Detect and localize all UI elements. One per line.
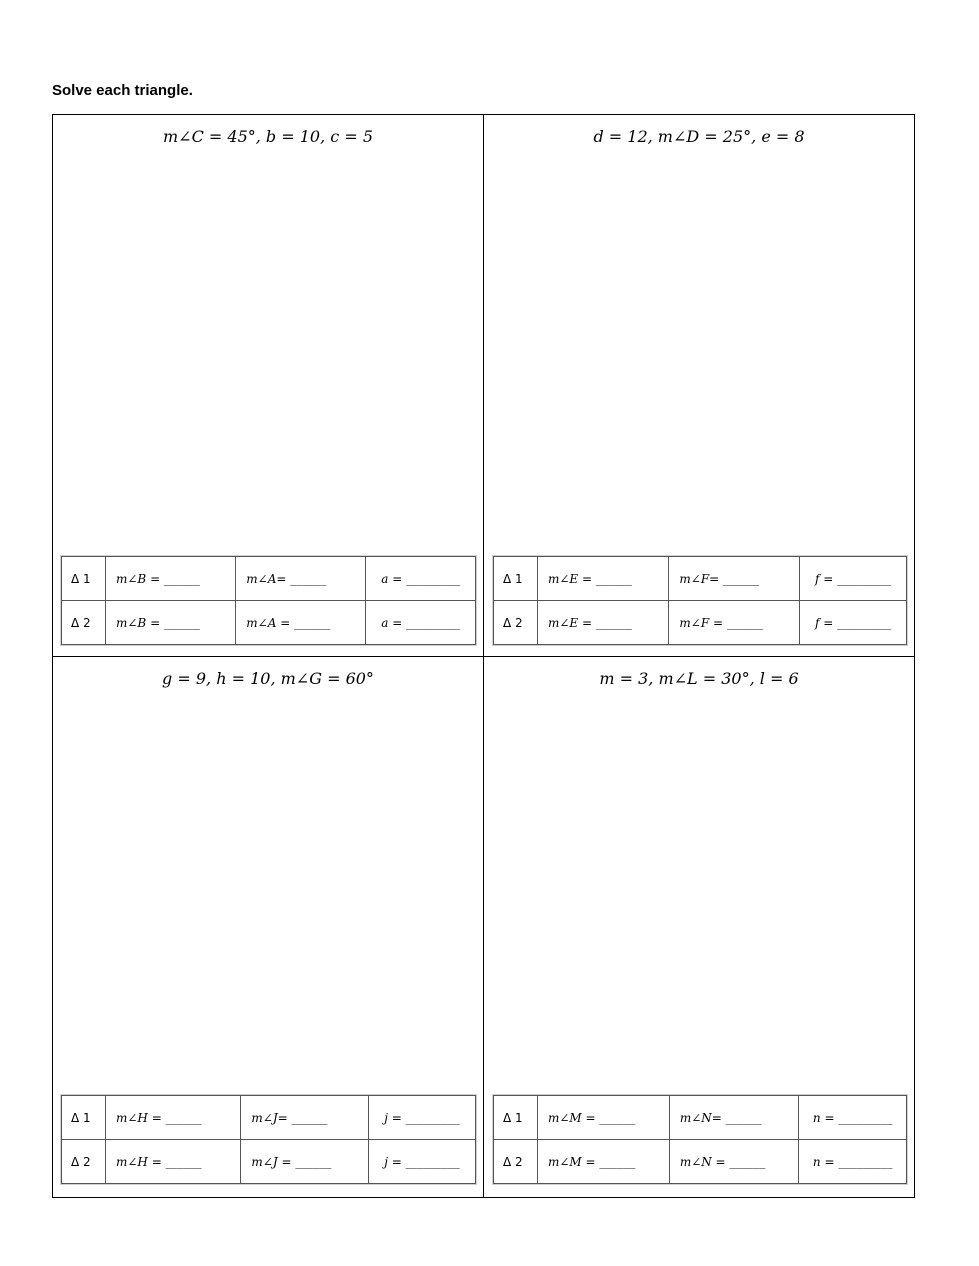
answer-blank-angle-1[interactable]: m∠M = ______ [538, 1140, 670, 1184]
answer-blank-angle-1[interactable]: m∠H = ______ [106, 1096, 241, 1140]
answer-blank-side[interactable]: f = _________ [800, 557, 907, 601]
answer-table [493, 1095, 907, 1184]
answer-blank-angle-2[interactable]: m∠J= ______ [241, 1096, 368, 1140]
problem-given: d = 12, m∠D = 25°, e = 8 [593, 127, 805, 146]
problem-cell-3 [53, 657, 484, 1197]
triangle-label: Δ 1 [62, 1096, 106, 1140]
answer-blank-angle-1[interactable]: m∠M = ______ [538, 1096, 670, 1140]
problem-cell-2 [484, 115, 914, 657]
triangle-label: Δ 1 [494, 1096, 538, 1140]
instructions-heading: Solve each triangle. [52, 82, 193, 99]
answer-blank-side[interactable]: n = _________ [799, 1140, 907, 1184]
problem-cell-4 [484, 657, 914, 1197]
answer-blank-angle-2[interactable]: m∠N = ______ [669, 1140, 798, 1184]
answer-row-triangle-2 [494, 601, 907, 645]
answer-blank-angle-1[interactable]: m∠B = ______ [106, 557, 236, 601]
triangle-label: Δ 1 [494, 557, 538, 601]
answer-table [61, 1095, 476, 1184]
answer-blank-side[interactable]: a = _________ [366, 601, 476, 645]
problem-given: m∠C = 45°, b = 10, c = 5 [163, 127, 373, 146]
answer-row-triangle-1 [62, 557, 476, 601]
answer-blank-side[interactable]: a = _________ [366, 557, 476, 601]
answer-blank-angle-2[interactable]: m∠F = ______ [669, 601, 800, 645]
triangle-label: Δ 2 [494, 1140, 538, 1184]
problem-given: m = 3, m∠L = 30°, l = 6 [599, 669, 799, 688]
problem-given: g = 9, h = 10, m∠G = 60° [162, 669, 374, 688]
answer-blank-angle-1[interactable]: m∠B = ______ [106, 601, 236, 645]
answer-blank-side[interactable]: f = _________ [800, 601, 907, 645]
answer-table [493, 556, 907, 645]
answer-blank-angle-2[interactable]: m∠J = ______ [241, 1140, 368, 1184]
answer-blank-angle-1[interactable]: m∠E = ______ [538, 601, 669, 645]
answer-blank-side[interactable]: j = _________ [368, 1096, 475, 1140]
triangle-label: Δ 2 [62, 1140, 106, 1184]
answer-row-triangle-1 [494, 1096, 907, 1140]
answer-row-triangle-1 [62, 1096, 476, 1140]
answer-blank-angle-2[interactable]: m∠A= ______ [236, 557, 366, 601]
answer-row-triangle-2 [62, 601, 476, 645]
answer-row-triangle-2 [494, 1140, 907, 1184]
answer-blank-angle-1[interactable]: m∠H = ______ [106, 1140, 241, 1184]
problem-cell-1 [53, 115, 484, 657]
answer-blank-angle-2[interactable]: m∠N= ______ [669, 1096, 798, 1140]
answer-row-triangle-2 [62, 1140, 476, 1184]
answer-blank-angle-2[interactable]: m∠F= ______ [669, 557, 800, 601]
answer-table [61, 556, 476, 645]
answer-row-triangle-1 [494, 557, 907, 601]
answer-blank-angle-1[interactable]: m∠E = ______ [538, 557, 669, 601]
answer-blank-side[interactable]: j = _________ [368, 1140, 475, 1184]
triangle-label: Δ 2 [62, 601, 106, 645]
problem-grid [52, 114, 915, 1198]
answer-blank-side[interactable]: n = _________ [799, 1096, 907, 1140]
triangle-label: Δ 1 [62, 557, 106, 601]
triangle-label: Δ 2 [494, 601, 538, 645]
answer-blank-angle-2[interactable]: m∠A = ______ [236, 601, 366, 645]
